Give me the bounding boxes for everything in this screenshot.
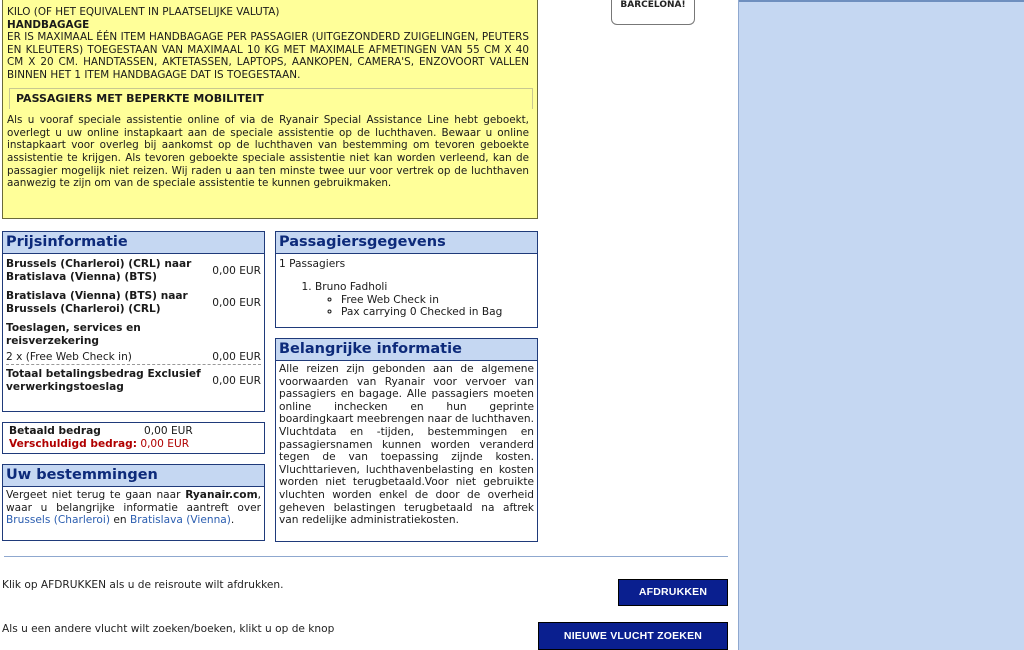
price-row-outbound (6, 258, 261, 283)
extras-item: 2 x (Free Web Check in) (6, 351, 132, 363)
print-note: Klik op AFDRUKKEN als u de reisroute wilt afdrukken. (2, 579, 284, 591)
price-title: Prijsinformatie (3, 232, 264, 254)
extras-title: Toeslagen, services en reisverzekering (6, 322, 141, 347)
info-text: Alle reizen zijn gebonden aan de algemene voorwaarden van Ryanair voor vervoer van passagiers en bagage. Alle passagiers moeten online inchecken en hun geprinte boardingkaart meebrengen naar de luchthaven. Vluchtdata en -tijden, bestemmingen en passagiersnamen kunnen worden veranderd tegen de van toepassing zijnde kosten. Vluchttarieven, luchthavenbelasting en kosten worden niet terugbetaald.Voor niet gebruikte vluchten worden enkel de door de overheid geheven belastingen terugbetaald na aftrek van redelijke administratiekosten. (279, 363, 534, 527)
handbag-text: ER IS MAXIMAAL ÉÉN ITEM HANDBAGAGE PER PASSAGIER (UITGEZONDERD ZUIGELINGEN, PEUTERS EN KLEUTERS) TOEGESTAAN VAN MAXIMAAL 10 KG MET MAXIMALE AFMETINGEN VAN 55 CM X 40 CM X 20 CM. HANDTASSEN, AKTETASSEN, LAPTOPS, AANKOPEN, CAMERA'S, ENZOVOORT VALLEN BINNEN HET 1 ITEM HANDBAGAGE DAT IS TOEGESTAAN. (7, 31, 529, 81)
owed-value: 0,00 EUR (140, 437, 190, 450)
owed-row (9, 438, 258, 451)
service-item: ◦ Free Web Check in (341, 294, 534, 307)
dest-text-1: Vergeet niet terug te gaan naar (6, 489, 181, 501)
owed-label: Verschuldigd bedrag: (9, 437, 137, 450)
print-button[interactable]: AFDRUKKEN (618, 579, 728, 606)
total-amount: 0,00 EUR (212, 374, 261, 387)
paid-row (9, 425, 258, 438)
passenger-name: Bruno Fadholi (315, 280, 388, 293)
pmr-title: PASSAGIERS MET BEPERKTE MOBILITEIT (9, 88, 533, 110)
passengers-title: Passagiersgegevens (276, 232, 537, 254)
outbound-label: Brussels (Charleroi) (CRL) naar Bratislava (Vienna) (BTS) (6, 258, 192, 283)
passenger-count: 1 Passagiers (279, 258, 346, 270)
dest-text-2: , waar u belangrijke informatie aantreft over (6, 489, 261, 514)
return-label: Bratislava (Vienna) (BTS) naar Brussels (Charleroi) (CRL) (6, 290, 188, 315)
divider (4, 556, 728, 557)
service-item: ◦ Pax carrying 0 Checked in Bag (341, 306, 534, 319)
new-flight-button[interactable]: NIEUWE VLUCHT ZOEKEN (538, 622, 728, 650)
total-label: Totaal betalingsbedrag Exclusief verwerkingstoeslag (6, 368, 201, 393)
passenger-list (279, 281, 534, 319)
currency-line: KILO (OF HET EQUIVALENT IN PLAATSELIJKE VALUTA) (7, 6, 280, 18)
outbound-amount: 0,00 EUR (212, 264, 261, 277)
return-amount: 0,00 EUR (212, 296, 261, 309)
handbag-title: HANDBAGAGE (7, 18, 90, 31)
passengers-panel (275, 231, 538, 328)
extras-row (6, 351, 261, 365)
important-info-panel (275, 338, 538, 542)
ryanair-brand: Ryanair.com (185, 489, 258, 501)
extras-amount: 0,00 EUR (212, 351, 261, 363)
info-title: Belangrijke informatie (276, 339, 537, 361)
payment-panel (2, 422, 265, 454)
destinations-title: Uw bestemmingen (3, 465, 264, 487)
destinations-panel (2, 464, 265, 541)
price-row-return (6, 290, 261, 315)
new-flight-note: Als u een andere vlucht wilt zoeken/boeken, klikt u op de knop (2, 623, 335, 635)
pmr-text: Als u vooraf speciale assistentie online of via de Ryanair Special Assistance Line hebt geboekt, overlegt u uw online instapkaart aan de speciale assistentie op de luchthaven. Bewaar u online instapkaart voor overleg bij aankomst op de luchthaven van bestemming om tevoren geboekte assistentie te krijgen. Als tevoren geboekte speciale assistentie niet kan worden verleend, kan de passagier mogelijk niet reizen. Wij raden u aan ten minste twee uur voor vertrek op de luchthaven aanwezig te zijn om van de speciale assistentie te kunnen gebruikmaken. (7, 114, 529, 190)
link-brussels[interactable]: Brussels (Charleroi) (6, 514, 110, 527)
passenger-services (315, 294, 534, 320)
paid-label: Betaald bedrag (9, 425, 101, 437)
destination-logo (611, 0, 695, 25)
dest-text-3: en (113, 514, 127, 527)
link-bratislava[interactable]: Bratislava (Vienna) (129, 514, 231, 527)
total-row (6, 368, 261, 393)
passenger-item (315, 281, 534, 319)
baggage-info-box (2, 0, 538, 219)
paid-value: 0,00 EUR (144, 425, 193, 437)
logo-text: BARCELONA! (620, 0, 686, 10)
price-panel (2, 231, 265, 412)
dest-text-4: . (230, 514, 235, 527)
